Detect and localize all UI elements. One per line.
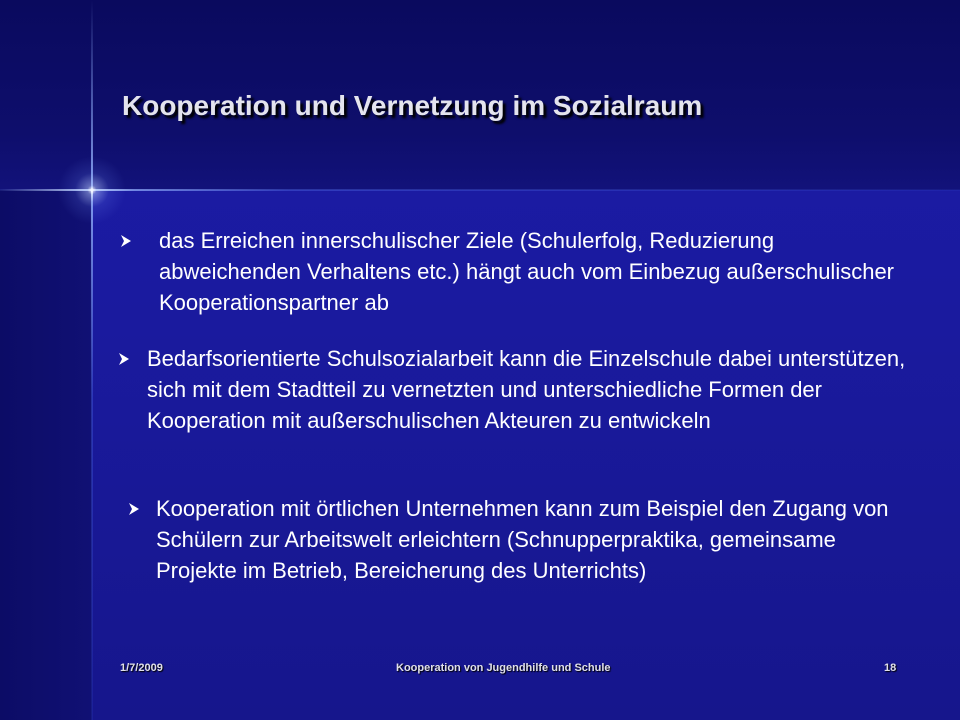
flare-horizontal-line <box>0 189 960 191</box>
footer-title: Kooperation von Jugendhilfe und Schule <box>396 662 611 674</box>
bullet-text: Bedarfsorientierte Schulsozialarbeit kann die Einzelschule dabei unterstützen, sich mit dem Stadtteil zu vernetzten und unterschiedliche Formen der Kooperation mit außerschulischen Akteuren zu entwickeln <box>147 346 906 433</box>
bullet-item <box>120 225 900 318</box>
arrowhead-bullet-icon <box>118 352 130 366</box>
bullet-item <box>128 493 908 586</box>
flare-star-icon <box>52 150 132 230</box>
left-panel <box>0 190 92 720</box>
flare-vertical-line <box>91 0 93 720</box>
bullet-text: das Erreichen innerschulischer Ziele (Schulerfolg, Reduzierung abweichenden Verhaltens etc.) hängt auch vom Einbezug außerschulischer Kooperationspartner ab <box>159 228 895 315</box>
slide-number: 18 <box>884 662 897 674</box>
arrowhead-bullet-icon <box>120 234 132 248</box>
bullet-item <box>118 343 918 436</box>
footer-date: 1/7/2009 <box>120 662 163 674</box>
slide-title: Kooperation und Vernetzung im Sozialraum <box>122 90 703 121</box>
arrowhead-bullet-icon <box>128 502 140 516</box>
bullet-text: Kooperation mit örtlichen Unternehmen kann zum Beispiel den Zugang von Schülern zur Arbeitswelt erleichtern (Schnupperpraktika, gemeinsame Projekte im Betrieb, Bereicherung des Unterrichts) <box>156 496 889 583</box>
